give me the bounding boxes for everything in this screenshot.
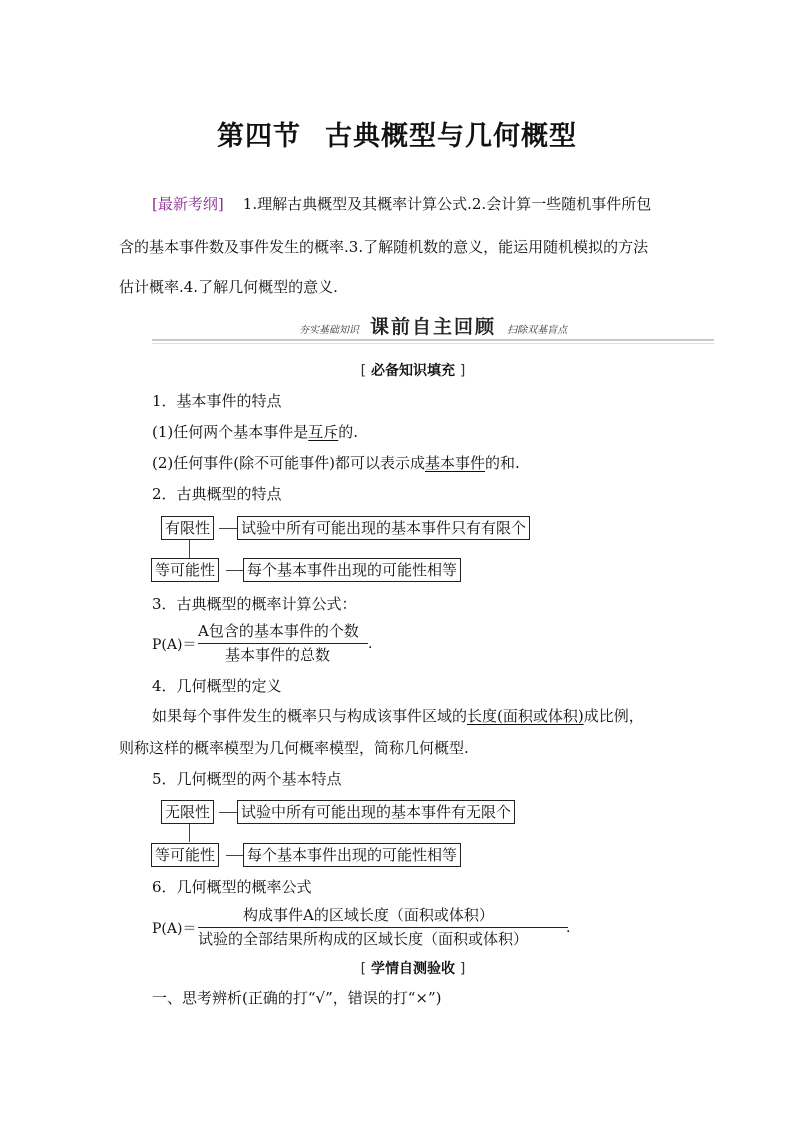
- banner-divider: [152, 339, 714, 341]
- syllabus-tag: [最新考纲]: [152, 195, 224, 213]
- banner-left-text: 夯实基础知识: [298, 325, 359, 336]
- item1-point1-text: (1)任何两个基本事件是: [152, 423, 309, 441]
- item5-connector-2: [226, 855, 243, 856]
- page-title: [0, 114, 794, 153]
- item1-point1-end: 的.: [338, 423, 359, 441]
- syllabus-line-3: 估计概率.4.了解几何概型的意义.: [119, 278, 338, 296]
- item2-connector-1: [219, 528, 237, 529]
- item5-box-infinite-text: 试验中所有可能出现的基本事件有无限个: [237, 800, 515, 824]
- item4-line1: [152, 706, 644, 726]
- item3-denominator: 基本事件的总数: [225, 646, 331, 664]
- item6-fraction-bar: [198, 927, 568, 928]
- item3-fraction-bar: [198, 643, 368, 644]
- banner-divider-thin: [152, 343, 714, 344]
- item5-heading: 5．几何概型的两个基本特点: [152, 770, 342, 788]
- item5-box-equal-text: 每个基本事件出现的可能性相等: [243, 843, 461, 867]
- bracket-right: ]: [459, 363, 466, 379]
- item2-heading: 2．古典概型的特点: [152, 485, 282, 503]
- item5-connector-1: [219, 812, 237, 813]
- title-section-number: 第四节: [217, 121, 301, 152]
- item4-heading: 4．几何概型的定义: [152, 677, 282, 695]
- item6-heading: 6．几何概型的概率公式: [152, 878, 312, 896]
- question-1-text: 一、思考辨析(正确的打“√”，错误的打“×”): [152, 989, 442, 1007]
- item1-point2: [152, 453, 520, 473]
- section-header-knowledge: [0, 360, 794, 380]
- item6-formula-lhs: P(A)＝: [152, 921, 197, 937]
- item6-denominator: 试验的全部结果所构成的区域长度（面积或体积）: [198, 930, 529, 948]
- syllabus-line-1: [152, 194, 651, 214]
- section-banner: [152, 312, 714, 339]
- item2-box-finiteness-label: 有限性: [161, 516, 214, 540]
- title-topic: 古典概型与几何概型: [325, 121, 577, 152]
- bracket-right: ]: [459, 961, 466, 977]
- bracket-left: [: [360, 363, 367, 379]
- section-header-label: 必备知识填充: [371, 363, 455, 379]
- syllabus-line-2: 含的基本事件数及事件发生的概率.3.了解随机数的意义，能运用随机模拟的方法: [119, 238, 649, 256]
- item1-point1-answer: 互斥: [308, 423, 339, 441]
- banner-right-text: 扫除双基盲点: [507, 325, 568, 336]
- item1-point2-text: (2)任何事件(除不可能事件)都可以表示成: [152, 454, 425, 472]
- item6-numerator: 构成事件A的区域长度（面积或体积）: [243, 906, 494, 924]
- item2-box-finiteness-text: 试验中所有可能出现的基本事件只有有限个: [237, 516, 530, 540]
- item5-connector-vertical: [189, 824, 190, 842]
- item2-box-equal-label: 等可能性: [151, 558, 219, 582]
- item3-formula-lhs: P(A)＝: [152, 637, 197, 653]
- item2-connector-vertical: [189, 540, 190, 558]
- item1-point2-end: 的和.: [484, 454, 520, 472]
- item1-point1: [152, 422, 358, 442]
- item3-heading: 3．古典概型的概率计算公式：: [152, 595, 357, 613]
- item3-numerator: A包含的基本事件的个数: [198, 622, 359, 640]
- item5-box-infinite-label: 无限性: [161, 800, 214, 824]
- item4-line2: 则称这样的概率模型为几何概率模型，简称几何概型.: [119, 739, 469, 757]
- item1-heading: 1．基本事件的特点: [152, 392, 282, 410]
- section-header-label: 学情自测验收: [371, 961, 455, 977]
- item6-end: .: [566, 920, 571, 936]
- section-header-test: [0, 958, 794, 978]
- item3-end: .: [368, 636, 373, 652]
- item1-point2-answer: 基本事件: [424, 454, 485, 472]
- item4-line1-text: 如果每个事件发生的概率只与构成该事件区域的: [152, 707, 468, 725]
- syllabus-text-1: 1.理解古典概型及其概率计算公式.2.会计算一些随机事件所包: [242, 195, 652, 213]
- item4-answer: 长度(面积或体积): [467, 707, 584, 725]
- banner-title: 课前自主回顾: [369, 316, 496, 338]
- bracket-left: [: [360, 961, 367, 977]
- item4-line1-end: 成比例，: [583, 707, 644, 725]
- item2-connector-2: [226, 570, 243, 571]
- item2-box-equal-text: 每个基本事件出现的可能性相等: [243, 558, 461, 582]
- item5-box-equal-label: 等可能性: [151, 843, 219, 867]
